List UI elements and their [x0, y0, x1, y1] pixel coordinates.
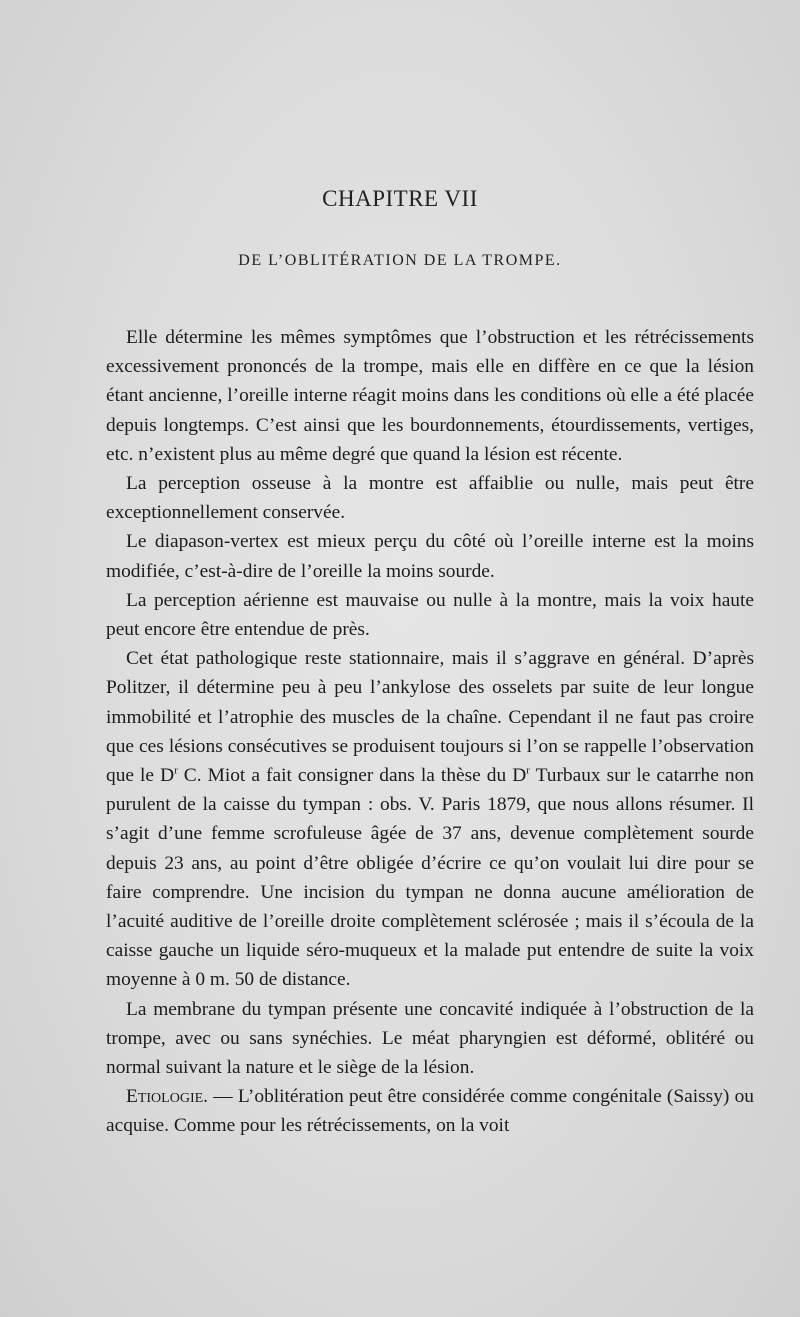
paragraph-tuning-fork: Le diapason-vertex est mieux perçu du côté où l’oreille interne est la moins modifiée, c’est-à-dire de l’oreille la moins sourde.	[106, 531, 754, 582]
body-text	[106, 323, 754, 1141]
section-title: DE L’OBLITÉRATION DE LA TROMPE.	[238, 252, 562, 269]
paragraph-symptoms: Elle détermine les mêmes symptômes que l’obstruction et les rétrécissements excessivement prononcés de la trompe, mais elle en diffère en ce que la lésion étant ancienne, l’oreille interne réagit moins dans les conditions où elle a été placée depuis longtemps. C’est ainsi que les bourdonnements, étourdissements, vertiges, etc. n’existent plus au même degré que quand la lésion est récente.	[106, 327, 754, 465]
politzer-text-start: Cet état pathologique reste stationnaire, mais il s’aggrave en général. D’après Politzer, il détermine peu à peu l’ankylose des osselets par suite de leur longue immobilité et l’atrophie des muscles de la chaîne. Cependant il ne faut pas croire que ces lésions consécutives se produisent toujours si l’on se rappelle l’observation que le D	[106, 648, 754, 787]
doctor-abbrev-sup: r	[526, 764, 530, 777]
paragraph-air-perception: La perception aérienne est mauvaise ou nulle à la montre, mais la voix haute peut encore être entendue de près.	[106, 589, 754, 641]
politzer-text-middle: C. Miot a fait consigner dans la thèse du D	[177, 765, 527, 787]
chapter-title: CHAPITRE VII	[322, 186, 478, 211]
paragraph-bone-perception: La perception osseuse à la montre est affaiblie ou nulle, mais peut être exceptionnellement conservée.	[106, 473, 754, 524]
politzer-text-end: Turbaux sur le catarrhe non purulent de la caisse du tympan : obs. V. Paris 1879, que nous allons résumer. Il s’agit d’une femme scrofuleuse âgée de 37 ans, devenue complètement sourde depuis 23 ans, au point d’être obligée d’écrire ce qu’on voulait lui dire pour se faire comprendre. Une incision du tympan ne donna aucune amélioration de l’acuité auditive de l’oreille droite complètement sclérosée ; mais il s’écoula de la caisse gauche un liquide séro-muqueux et la malade put entendre de suite la voix moyenne à 0 m. 50 de distance.	[106, 765, 754, 991]
etiology-text: — L’oblitération peut être considérée comme congénitale (Saissy) ou acquise. Comme pour les rétrécissements, on la voit	[106, 1086, 754, 1137]
doctor-abbrev-sup: r	[174, 764, 178, 777]
etiology-label: Etiologie.	[126, 1086, 209, 1108]
paragraph-politzer	[106, 644, 754, 994]
paragraph-etiology	[106, 1082, 754, 1140]
paragraph-membrane: La membrane du tympan présente une concavité indiquée à l’obstruction de la trompe, avec ou sans synéchies. Le méat pharyngien est déformé, oblitéré ou normal suivant la nature et le siège de la lésion.	[106, 998, 754, 1079]
